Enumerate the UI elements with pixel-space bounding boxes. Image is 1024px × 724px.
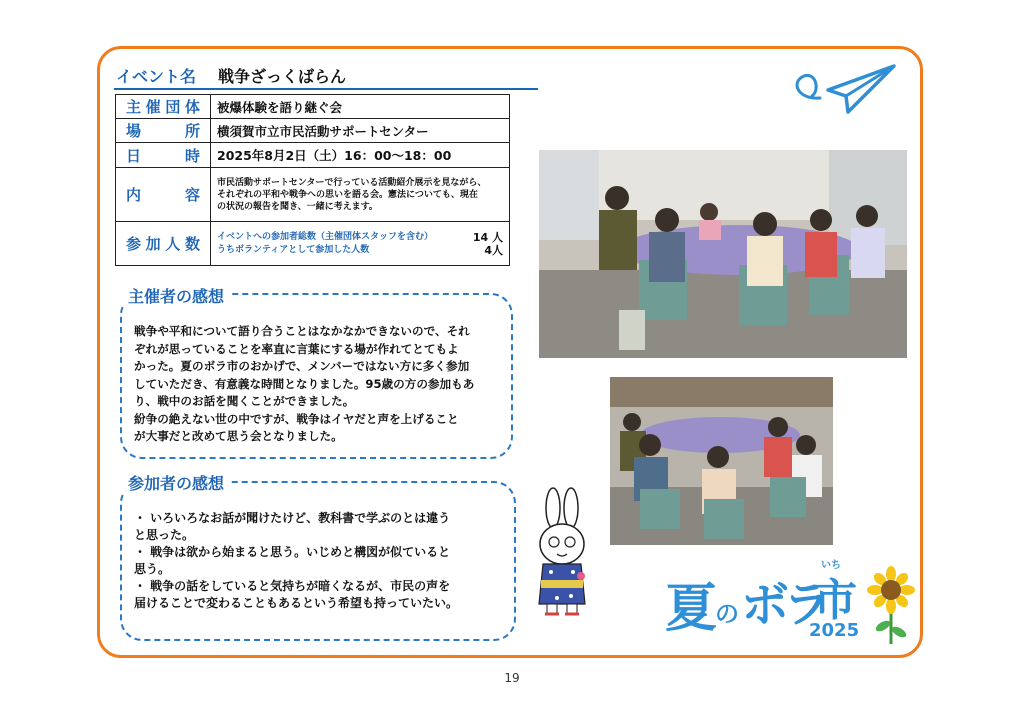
content-line: 市民活動サポートセンターで行っている活動紹介展示を見ながら、	[217, 177, 487, 188]
text-line: が大事だと改めて思う会となりました。	[134, 429, 343, 443]
text-line: 思う。	[134, 562, 171, 576]
date-label: 日時	[116, 143, 211, 168]
volunteer-participants-label: うちボランティアとして参加した人数	[217, 244, 370, 255]
event-underline	[114, 88, 538, 90]
event-info-table	[115, 94, 510, 266]
participant-impressions-text	[134, 510, 510, 612]
content-line: それぞれの平和や戦争への思いを語る会。憲法についても、現在	[217, 189, 478, 200]
event-header	[116, 63, 346, 87]
date-row	[116, 143, 510, 168]
paper-plane-icon	[790, 60, 900, 120]
total-participants-label: イベントへの参加者総数（主催団体スタッフを含む）	[217, 231, 434, 242]
place-value: 横須賀市立市民活動サポートセンター	[211, 119, 510, 143]
organizer-label: 主催団体	[116, 95, 211, 119]
text-line: 紛争の絶えない世の中ですが、戦争はイヤだと声を上げること	[134, 411, 459, 426]
organizer-impressions-title: 主催者の感想	[122, 284, 230, 307]
participants-value	[211, 222, 510, 266]
text-line: していただき、有意義な時間となりました。95歳の方の参加もあ	[134, 376, 475, 391]
text-line: かった。夏のボラ市のおかげで、メンバーではない方に多く参加	[134, 359, 470, 373]
logo-no: の	[715, 600, 739, 628]
event-name: 戦争ざっくばらん	[218, 66, 347, 86]
event-photo-1	[539, 150, 907, 358]
place-label: 場所	[116, 119, 211, 143]
organizer-impressions-text	[134, 323, 504, 446]
organizer-value: 被爆体験を語り継ぐ会	[211, 95, 510, 119]
logo-year: 2025	[809, 620, 860, 641]
participants-label: 参加人数	[116, 222, 211, 266]
text-line: ・ 戦争の話をしていると気持ちが暗くなるが、市民の声を	[134, 579, 451, 593]
logo-ichi: 市	[813, 575, 857, 626]
participants-row	[116, 222, 510, 266]
content-row	[116, 168, 510, 222]
text-line: と思った。	[134, 528, 195, 542]
sunflower-icon	[866, 566, 916, 646]
page-number: 19	[504, 671, 520, 685]
content-line: の状況の報告を聞き、一緒に考えます。	[217, 201, 378, 212]
text-line: ・ いろいろなお話が聞けたけど、教科書で学ぶのとは違う	[134, 511, 451, 525]
event-photo-2	[610, 377, 833, 545]
place-row	[116, 119, 510, 143]
text-line: ぞれが思っていることを率直に言葉にする場が作れてとてもよ	[134, 341, 459, 356]
event-label: イベント名	[116, 66, 197, 86]
text-line: 届けることで変わることもあるという希望も持っていたい。	[134, 596, 459, 610]
total-participants-value: 14 人	[472, 230, 503, 244]
volunteer-participants-value: 4人	[484, 243, 503, 257]
logo-natsu: 夏	[665, 579, 718, 639]
organizer-row	[116, 95, 510, 119]
text-line: り、戦中のお話を聞くことができました。	[134, 394, 355, 408]
text-line: ・ 戦争は欲から始まると思う。いじめと構図が似ていると	[134, 545, 451, 559]
participant-impressions-title: 参加者の感想	[122, 471, 230, 494]
logo-bora: ボラ	[741, 577, 826, 633]
content-value	[211, 168, 510, 222]
rabbit-mascot-icon	[527, 486, 597, 620]
date-value: 2025年8月2日（土）16：00〜18：00	[211, 143, 510, 168]
content-label: 内容	[116, 168, 211, 222]
logo-ruby: いち	[821, 560, 841, 571]
natsu-bora-ichi-logo	[665, 560, 865, 640]
text-line: 戦争や平和について語り合うことはなかなかできないので、それ	[134, 324, 470, 338]
